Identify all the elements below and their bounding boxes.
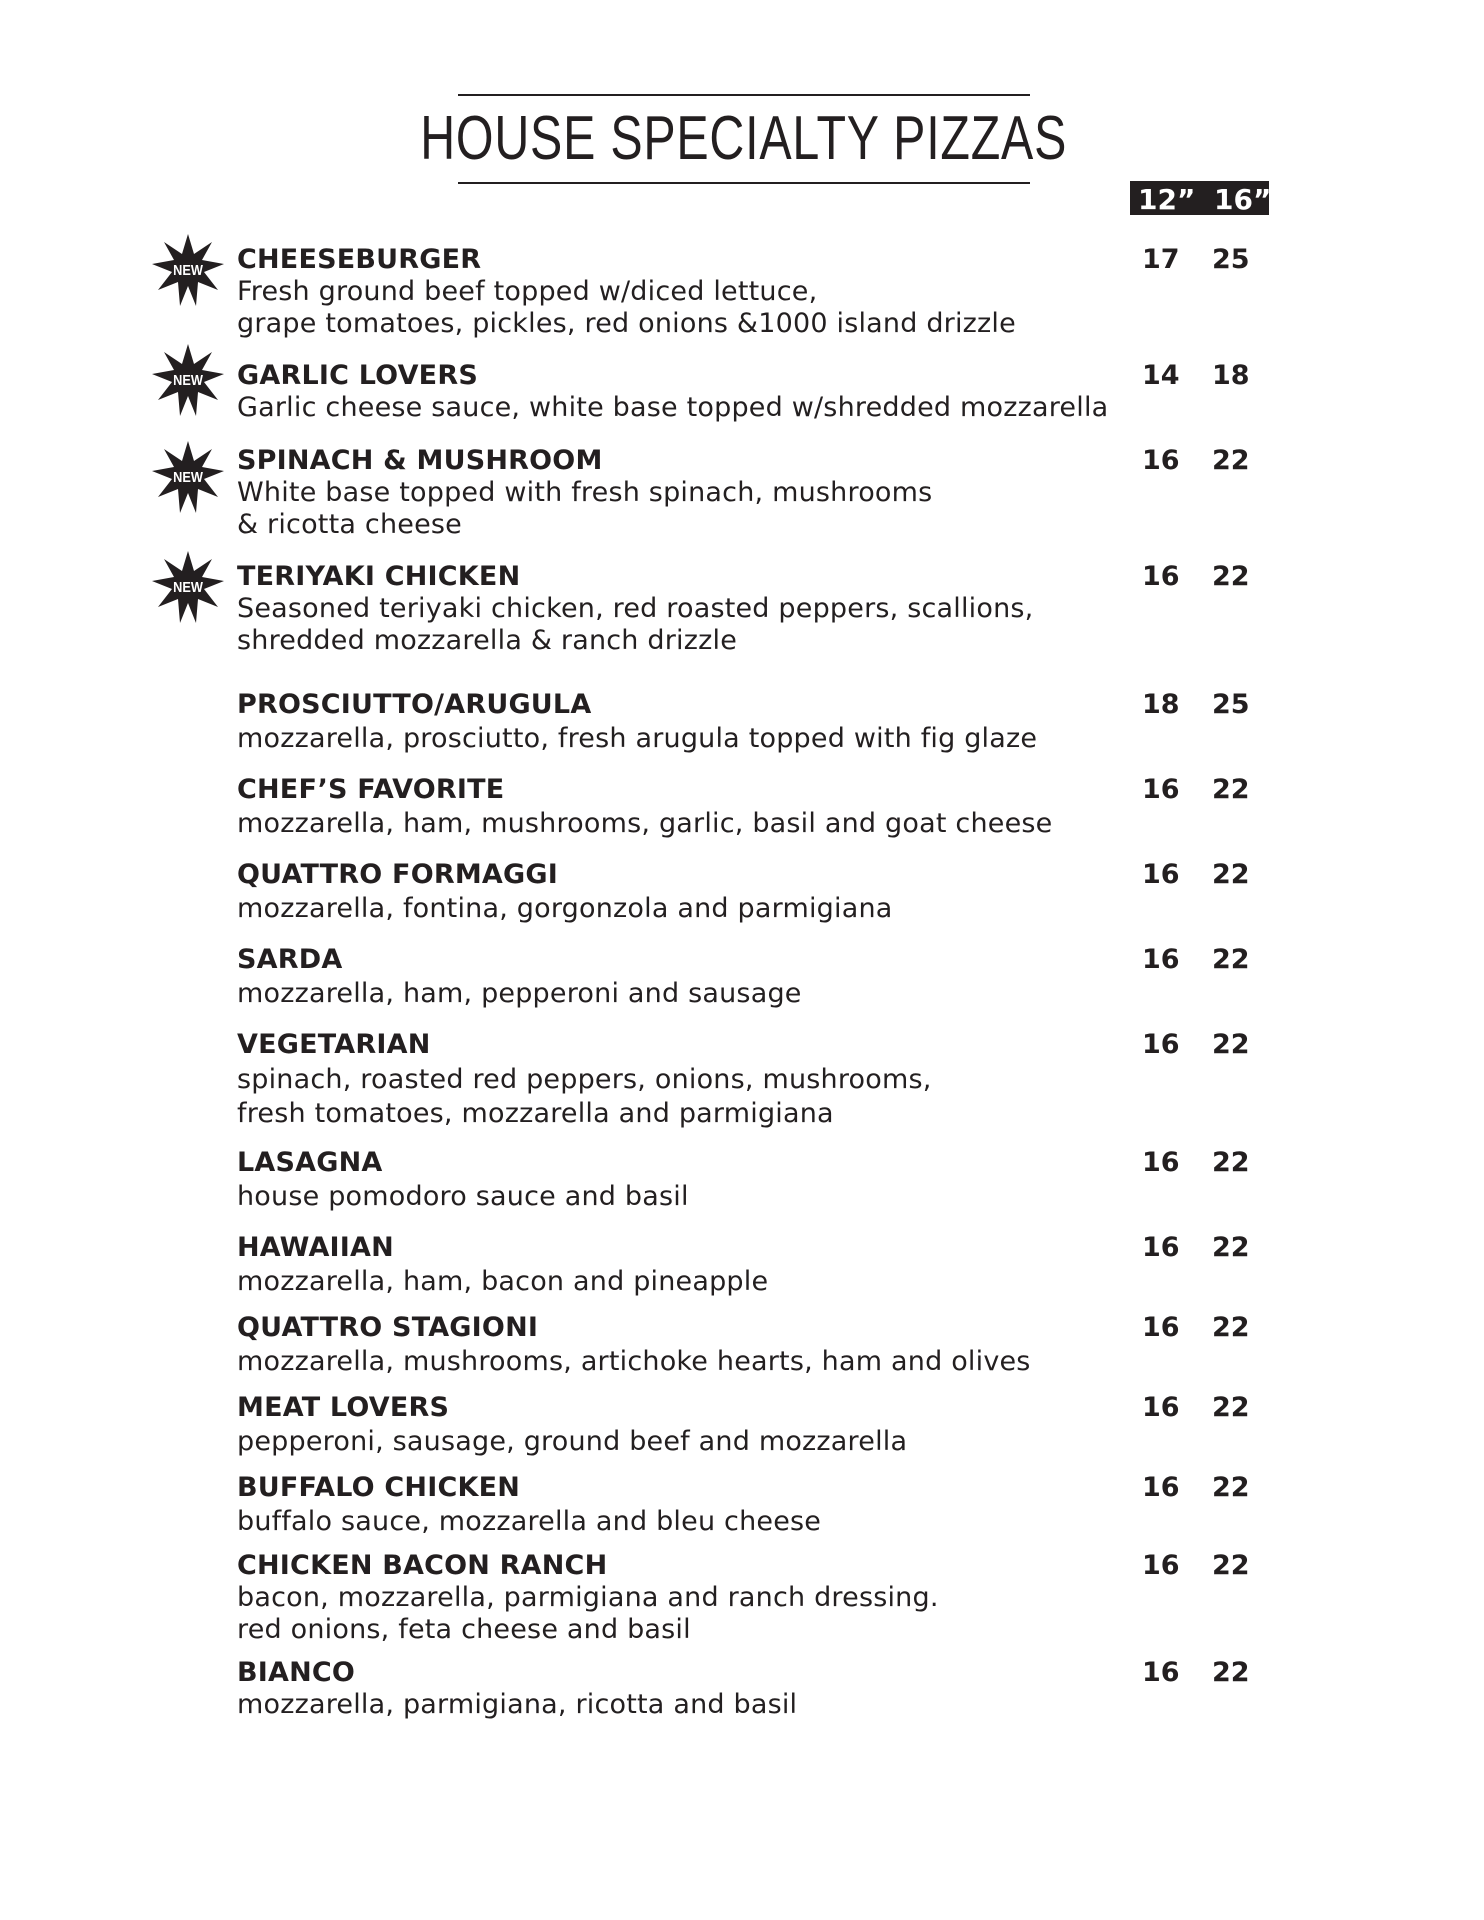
new-badge-label: NEW <box>173 468 203 486</box>
price-12: 14 <box>1142 360 1180 391</box>
price-12: 16 <box>1142 1657 1180 1688</box>
item-description: mozzarella, parmigiana, ricotta and basil <box>237 1689 798 1720</box>
price-16: 22 <box>1212 1232 1250 1263</box>
item-name: QUATTRO STAGIONI <box>237 1312 539 1343</box>
item-description: Seasoned teriyaki chicken, red roasted peppers, scallions, shredded mozzarella & ranch drizzle <box>237 593 1034 656</box>
price-16: 18 <box>1212 360 1250 391</box>
item-description: mozzarella, fontina, gorgonzola and parmigiana <box>237 893 893 924</box>
price-16: 22 <box>1212 1029 1250 1060</box>
price-12: 16 <box>1142 859 1180 890</box>
price-12: 16 <box>1142 1392 1180 1423</box>
new-badge-icon <box>152 441 224 513</box>
price-12: 18 <box>1142 689 1180 720</box>
price-16: 22 <box>1212 445 1250 476</box>
page-title: HOUSE SPECIALTY PIZZAS <box>420 104 1068 173</box>
item-description: mozzarella, ham, bacon and pineapple <box>237 1266 769 1297</box>
item-description: bacon, mozzarella, parmigiana and ranch dressing. red onions, feta cheese and basil <box>237 1582 939 1645</box>
item-name: CHEESEBURGER <box>237 244 482 275</box>
item-name: TERIYAKI CHICKEN <box>237 561 521 592</box>
item-description: house pomodoro sauce and basil <box>237 1181 689 1212</box>
price-12: 16 <box>1142 1550 1180 1581</box>
price-16: 25 <box>1212 689 1250 720</box>
item-description: pepperoni, sausage, ground beef and mozzarella <box>237 1426 908 1457</box>
item-name: QUATTRO FORMAGGI <box>237 859 558 890</box>
price-12: 16 <box>1142 774 1180 805</box>
price-16: 22 <box>1212 1392 1250 1423</box>
price-16: 25 <box>1212 244 1250 275</box>
size-12-label: 12” <box>1138 183 1196 216</box>
item-name: GARLIC LOVERS <box>237 360 478 391</box>
item-description: mozzarella, prosciutto, fresh arugula topped with fig glaze <box>237 723 1038 754</box>
item-description: White base topped with fresh spinach, mushrooms & ricotta cheese <box>237 477 933 540</box>
item-name: SARDA <box>237 944 343 975</box>
price-16: 22 <box>1212 774 1250 805</box>
item-description: Fresh ground beef topped w/diced lettuce, grape tomatoes, pickles, red onions &1000 island drizzle <box>237 276 1016 339</box>
size-header <box>1130 181 1272 216</box>
item-description: mozzarella, ham, mushrooms, garlic, basil and goat cheese <box>237 808 1053 839</box>
price-12: 16 <box>1142 1312 1180 1343</box>
price-12: 16 <box>1142 944 1180 975</box>
item-description: spinach, roasted red peppers, onions, mushrooms, fresh tomatoes, mozzarella and parmigiana <box>237 1064 932 1129</box>
price-16: 22 <box>1212 1550 1250 1581</box>
price-12: 16 <box>1142 1232 1180 1263</box>
new-badge-label: NEW <box>173 371 203 389</box>
price-16: 22 <box>1212 1312 1250 1343</box>
item-name: MEAT LOVERS <box>237 1392 450 1423</box>
new-badge-icon <box>152 551 224 623</box>
title-block <box>420 94 1068 184</box>
new-badge-label: NEW <box>173 261 203 279</box>
item-name: VEGETARIAN <box>237 1029 431 1060</box>
item-description: mozzarella, mushrooms, artichoke hearts, ham and olives <box>237 1346 1031 1377</box>
item-name: PROSCIUTTO/ARUGULA <box>237 689 592 720</box>
item-name: BIANCO <box>237 1657 356 1688</box>
item-description: mozzarella, ham, pepperoni and sausage <box>237 978 802 1009</box>
new-badge-label: NEW <box>173 578 203 596</box>
new-badge-icon <box>152 344 224 416</box>
item-name: HAWAIIAN <box>237 1232 394 1263</box>
price-16: 22 <box>1212 944 1250 975</box>
price-16: 22 <box>1212 1147 1250 1178</box>
item-name: CHICKEN BACON RANCH <box>237 1550 608 1581</box>
price-16: 22 <box>1212 1657 1250 1688</box>
price-12: 16 <box>1142 561 1180 592</box>
item-name: SPINACH & MUSHROOM <box>237 445 603 476</box>
price-12: 16 <box>1142 445 1180 476</box>
price-16: 22 <box>1212 859 1250 890</box>
price-16: 22 <box>1212 561 1250 592</box>
item-name: BUFFALO CHICKEN <box>237 1472 521 1503</box>
price-12: 16 <box>1142 1147 1180 1178</box>
price-12: 17 <box>1142 244 1180 275</box>
item-name: CHEF’S FAVORITE <box>237 774 505 805</box>
price-16: 22 <box>1212 1472 1250 1503</box>
item-description: Garlic cheese sauce, white base topped w/shredded mozzarella <box>237 392 1109 423</box>
price-12: 16 <box>1142 1029 1180 1060</box>
item-description: buffalo sauce, mozzarella and bleu cheese <box>237 1506 822 1537</box>
new-badge-icon <box>152 234 224 306</box>
price-12: 16 <box>1142 1472 1180 1503</box>
size-16-label: 16” <box>1214 183 1272 216</box>
item-name: LASAGNA <box>237 1147 383 1178</box>
